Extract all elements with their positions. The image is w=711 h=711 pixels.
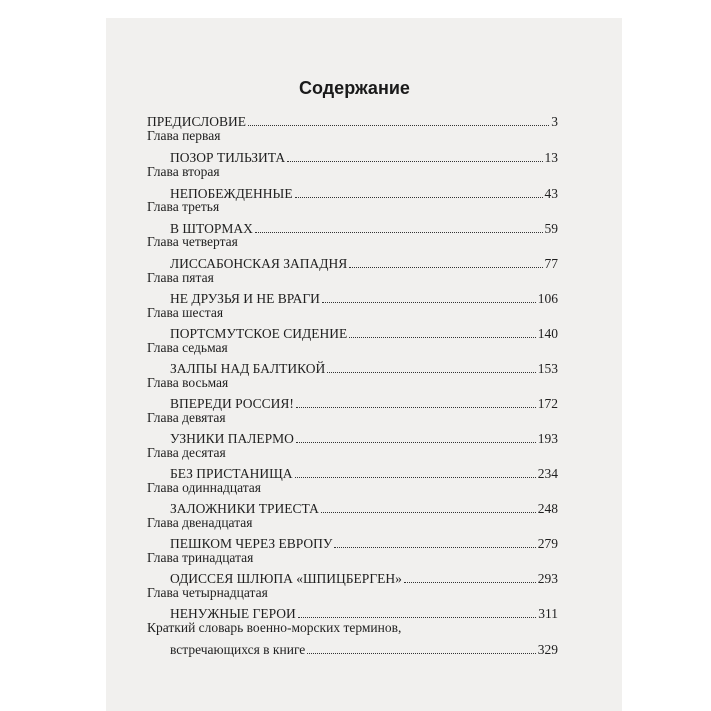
chapter-label: Глава девятая <box>147 410 226 425</box>
toc-page-number: 140 <box>537 326 558 341</box>
glossary-title-line-1: Краткий словарь военно-морских терминов, <box>147 620 402 635</box>
toc-entry-title: ПОРТСМУТСКОЕ СИДЕНИЕ <box>170 326 348 341</box>
chapter-label: Глава седьмая <box>147 340 228 355</box>
chapter-label: Глава двенадцатая <box>147 515 253 530</box>
toc-page-number: 172 <box>537 396 558 411</box>
toc-entry-title: ПОЗОР ТИЛЬЗИТА <box>170 150 286 165</box>
toc-page-number: 59 <box>544 221 558 236</box>
chapter-label: Глава тринадцатая <box>147 550 254 565</box>
toc-page-number: 248 <box>537 501 558 516</box>
toc-page-number: 153 <box>537 361 558 376</box>
toc-entry-chapter-6[interactable] <box>170 322 558 342</box>
dot-leader <box>287 161 542 162</box>
toc-page-number: 43 <box>544 186 558 201</box>
chapter-label: Глава четвертая <box>147 234 238 249</box>
chapter-label: Глава шестая <box>147 305 224 320</box>
chapter-label: Глава первая <box>147 128 221 143</box>
dot-leader <box>307 653 535 654</box>
toc-page-number: 77 <box>544 256 558 271</box>
toc-page-number: 279 <box>537 536 558 551</box>
dot-leader <box>322 302 536 303</box>
dot-leader <box>327 372 535 373</box>
dot-leader <box>334 547 535 548</box>
toc-entry-title: ПРЕДИСЛОВИЕ <box>147 114 247 129</box>
dot-leader <box>404 582 536 583</box>
toc-entry-title: В ШТОРМАХ <box>170 221 253 236</box>
toc-page-number: 3 <box>551 114 558 129</box>
toc-entry-title: НЕПОБЕЖДЕННЫЕ <box>170 186 293 201</box>
toc-entry-glossary[interactable] <box>170 638 558 658</box>
chapter-label: Глава вторая <box>147 164 220 179</box>
toc-entry-title: ЗАЛОЖНИКИ ТРИЕСТА <box>170 501 319 516</box>
dot-leader <box>248 125 549 126</box>
toc-entry-chapter-9[interactable] <box>170 427 558 447</box>
chapter-label: Глава десятая <box>147 445 226 460</box>
toc-page-number: 13 <box>544 150 558 165</box>
chapter-label: Глава четырнадцатая <box>147 585 268 600</box>
toc-entry-chapter-1[interactable] <box>170 146 558 166</box>
toc-page-number: 193 <box>537 431 558 446</box>
toc-page-number: 329 <box>537 642 558 657</box>
dot-leader <box>255 232 543 233</box>
toc-page-number: 311 <box>538 606 558 621</box>
toc-entry-chapter-12[interactable] <box>170 532 558 552</box>
toc-entry-chapter-11[interactable] <box>170 497 558 517</box>
dot-leader <box>321 512 536 513</box>
toc-entry-chapter-14[interactable] <box>170 602 558 622</box>
toc-entry-title: ВПЕРЕДИ РОССИЯ! <box>170 396 294 411</box>
chapter-label: Глава одиннадцатая <box>147 480 261 495</box>
toc-entry-preface[interactable] <box>147 110 558 130</box>
toc-entry-chapter-7[interactable] <box>170 357 558 377</box>
toc-entry-title: ЛИССАБОНСКАЯ ЗАПАДНЯ <box>170 256 348 271</box>
chapter-label: Глава третья <box>147 199 220 214</box>
toc-entry-chapter-5[interactable] <box>170 287 558 307</box>
chapter-label: Глава восьмая <box>147 375 229 390</box>
dot-leader <box>349 337 536 338</box>
toc-entry-title: НЕ ДРУЗЬЯ И НЕ ВРАГИ <box>170 291 320 306</box>
toc-entry-chapter-8[interactable] <box>170 392 558 412</box>
dot-leader <box>295 197 543 198</box>
dot-leader <box>296 442 536 443</box>
toc-entry-title: НЕНУЖНЫЕ ГЕРОИ <box>170 606 296 621</box>
dot-leader <box>295 477 536 478</box>
toc-page-number: 234 <box>537 466 558 481</box>
toc-entry-title: ПЕШКОМ ЧЕРЕЗ ЕВРОПУ <box>170 536 333 551</box>
chapter-label: Глава пятая <box>147 270 214 285</box>
toc-entry-chapter-4[interactable] <box>170 252 558 272</box>
dot-leader <box>298 617 536 618</box>
toc-entry-title: встречающихся в книге <box>170 642 306 657</box>
toc-page-number: 106 <box>537 291 558 306</box>
toc-entry-title: БЕЗ ПРИСТАНИЩА <box>170 466 293 481</box>
toc-entry-chapter-13[interactable] <box>170 567 558 587</box>
toc-entry-title: УЗНИКИ ПАЛЕРМО <box>170 431 294 446</box>
toc-entry-title: ЗАЛПЫ НАД БАЛТИКОЙ <box>170 361 326 376</box>
dot-leader <box>349 267 542 268</box>
toc-entry-chapter-10[interactable] <box>170 462 558 482</box>
dot-leader <box>296 407 536 408</box>
toc-entry-title: ОДИССЕЯ ШЛЮПА «ШПИЦБЕРГЕН» <box>170 571 402 586</box>
toc-page-number: 293 <box>537 571 558 586</box>
toc-title: Содержание <box>299 78 410 98</box>
